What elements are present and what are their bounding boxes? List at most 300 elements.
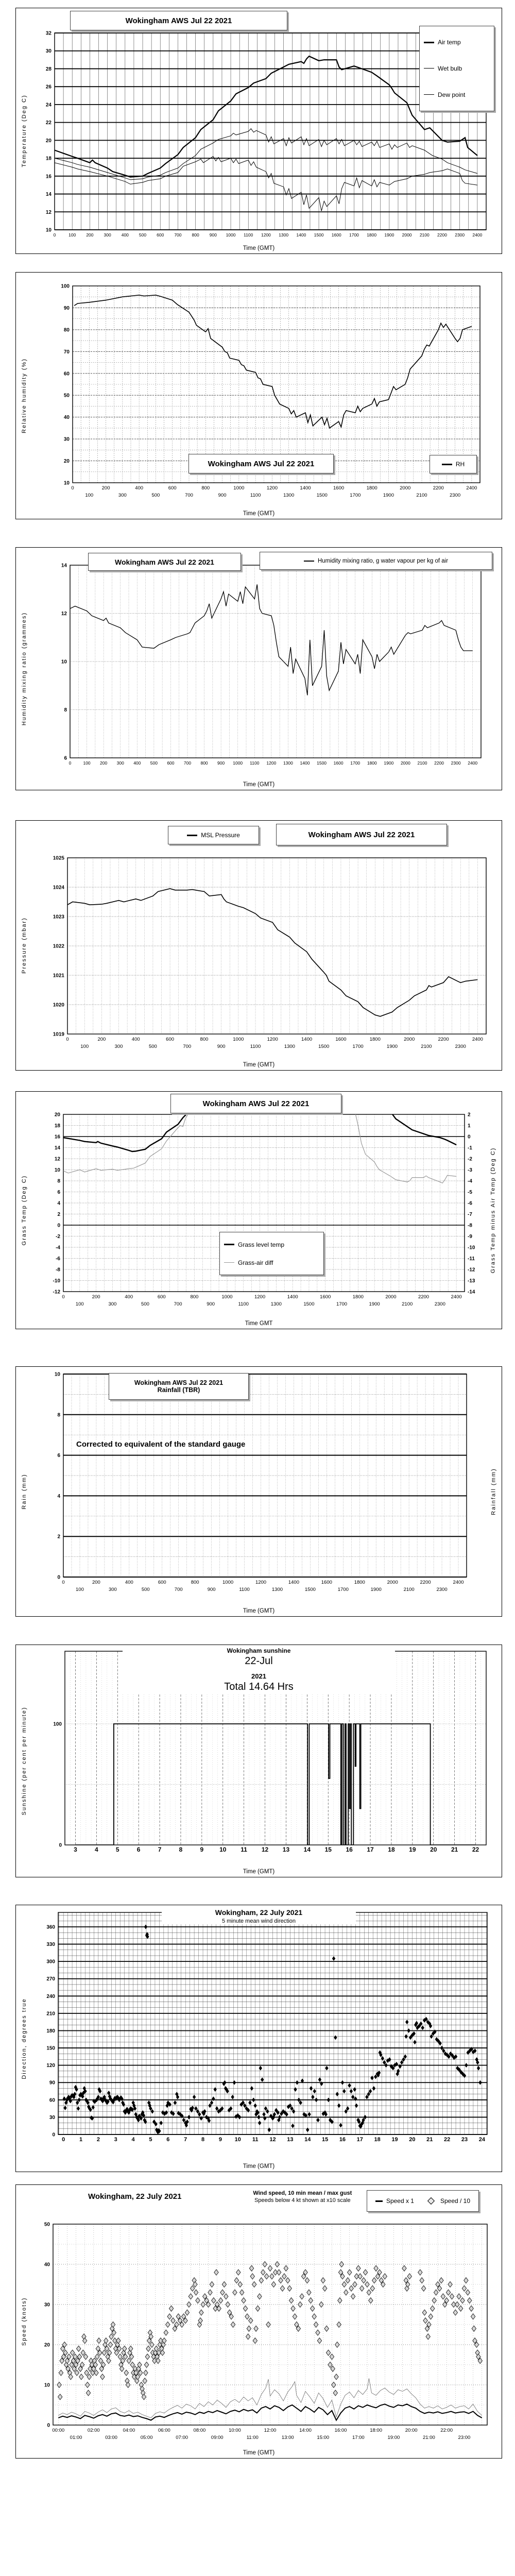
svg-text:50: 50 [63, 393, 70, 399]
svg-text:10: 10 [219, 1846, 227, 1853]
svg-text:12: 12 [61, 611, 67, 617]
chart-date: 22-Jul [245, 1655, 273, 1667]
svg-text:17:00: 17:00 [352, 2435, 365, 2441]
svg-text:2400: 2400 [451, 1294, 462, 1300]
svg-text:7: 7 [184, 2137, 187, 2143]
svg-text:2000: 2000 [400, 485, 411, 491]
wind-speed-chart-panel [15, 2184, 502, 2459]
svg-text:500: 500 [141, 1301, 149, 1307]
svg-text:04:00: 04:00 [123, 2428, 135, 2433]
svg-text:900: 900 [209, 232, 217, 238]
svg-text:1800: 1800 [354, 1580, 365, 1585]
svg-text:18: 18 [374, 2137, 381, 2143]
svg-text:200: 200 [97, 1037, 106, 1042]
svg-text:10: 10 [45, 227, 52, 233]
chart-subtitle-block [220, 2189, 385, 2204]
legend-label: Humidity mixing ratio, g water vapour per kg of air [317, 557, 449, 564]
legend [168, 826, 259, 844]
svg-text:1100: 1100 [250, 493, 261, 498]
svg-text:10: 10 [63, 480, 70, 486]
svg-text:1800: 1800 [367, 232, 377, 238]
svg-text:40: 40 [63, 415, 70, 421]
rainfall-chart-panel [15, 1366, 502, 1617]
svg-text:-1: -1 [468, 1145, 472, 1151]
svg-text:40: 40 [44, 2262, 50, 2268]
temperature-chart-panel [15, 8, 502, 254]
svg-text:100: 100 [53, 1721, 62, 1727]
chart-title-box [188, 454, 334, 473]
svg-text:-2: -2 [56, 1234, 60, 1240]
svg-text:0: 0 [47, 2422, 50, 2429]
svg-text:10: 10 [44, 2382, 50, 2388]
svg-text:1700: 1700 [350, 760, 360, 766]
svg-text:-6: -6 [56, 1256, 60, 1262]
svg-text:2300: 2300 [455, 1044, 466, 1049]
svg-text:2200: 2200 [434, 760, 444, 766]
svg-text:20: 20 [409, 2137, 416, 2143]
x-axis-label: Time (GMT) [243, 1062, 275, 1068]
svg-text:2: 2 [96, 2137, 100, 2143]
svg-text:00:00: 00:00 [52, 2428, 65, 2433]
svg-text:1700: 1700 [350, 493, 361, 498]
chart-title: Wokingham AWS Jul 22 2021 [308, 830, 415, 839]
svg-text:600: 600 [157, 1294, 166, 1300]
svg-text:1025: 1025 [53, 855, 64, 861]
chart-title: Wokingham AWS Jul 22 2021 [202, 1099, 310, 1108]
svg-text:1021: 1021 [53, 973, 64, 979]
svg-text:1300: 1300 [279, 232, 289, 238]
line-key-icon [375, 2200, 383, 2202]
svg-text:240: 240 [46, 1993, 55, 1999]
svg-text:15: 15 [321, 2137, 329, 2143]
line-key-icon [304, 561, 314, 562]
svg-text:10: 10 [234, 2137, 241, 2143]
svg-text:70: 70 [63, 349, 70, 355]
wind-direction-plot [16, 1905, 502, 2172]
legend-item [424, 65, 462, 72]
relative-humidity-chart-panel [15, 272, 502, 519]
svg-text:1200: 1200 [266, 760, 277, 766]
svg-text:22: 22 [45, 120, 52, 126]
wind-speed-plot [16, 2185, 502, 2458]
svg-text:10: 10 [54, 1371, 60, 1378]
svg-text:300: 300 [116, 760, 124, 766]
svg-text:1000: 1000 [233, 485, 245, 491]
svg-text:400: 400 [125, 1580, 133, 1585]
svg-text:100: 100 [68, 232, 76, 238]
legend-label: Grass level temp [238, 1241, 285, 1248]
legend-item [442, 461, 465, 468]
svg-text:400: 400 [135, 485, 144, 491]
svg-text:22:00: 22:00 [440, 2428, 453, 2433]
svg-text:14: 14 [45, 192, 52, 198]
svg-text:12: 12 [269, 2137, 276, 2143]
legend-label: Wet bulb [438, 64, 462, 72]
legend [419, 26, 494, 111]
svg-text:20: 20 [63, 459, 70, 465]
svg-text:100: 100 [85, 493, 94, 498]
svg-text:1600: 1600 [331, 232, 341, 238]
svg-text:-8: -8 [468, 1223, 472, 1229]
y-axis-label: Grass Temp (Deg C) [21, 1175, 27, 1246]
svg-text:13:00: 13:00 [281, 2435, 294, 2441]
svg-text:1800: 1800 [366, 485, 377, 491]
svg-text:1000: 1000 [233, 760, 243, 766]
svg-text:20: 20 [45, 138, 52, 144]
chart-title: Wokingham AWS Jul 22 2021 [115, 557, 214, 566]
svg-text:10: 10 [61, 659, 67, 665]
svg-text:330: 330 [46, 1942, 55, 1948]
svg-text:11:00: 11:00 [246, 2435, 259, 2441]
chart-title-line1: Wokingham AWS Jul 22 2021 [134, 1379, 224, 1386]
svg-text:800: 800 [192, 232, 199, 238]
svg-text:2000: 2000 [402, 232, 412, 238]
legend-label: Speed x 1 [386, 2197, 414, 2205]
line-key-icon [424, 94, 434, 95]
svg-text:120: 120 [46, 2063, 55, 2069]
svg-text:22: 22 [443, 2137, 451, 2143]
svg-text:1400: 1400 [288, 1580, 299, 1585]
svg-text:210: 210 [46, 2011, 55, 2017]
svg-text:90: 90 [49, 2080, 55, 2086]
svg-text:1022: 1022 [53, 943, 64, 950]
y-axis-label: Speed (knots) [21, 2297, 27, 2346]
x-axis-label: Time (GMT) [243, 1869, 275, 1875]
svg-text:1400: 1400 [287, 1294, 298, 1300]
svg-text:28: 28 [45, 66, 52, 72]
svg-text:0: 0 [57, 1223, 60, 1229]
line-key-icon [187, 835, 197, 836]
svg-text:1700: 1700 [336, 1301, 348, 1307]
svg-text:-3: -3 [468, 1167, 472, 1173]
wind-direction-chart-panel [15, 1905, 502, 2172]
svg-text:-8: -8 [56, 1267, 60, 1273]
svg-text:6: 6 [64, 755, 67, 761]
svg-text:1600: 1600 [333, 760, 344, 766]
chart-title-box [276, 824, 447, 845]
svg-text:1900: 1900 [384, 232, 394, 238]
svg-text:500: 500 [139, 232, 147, 238]
svg-text:1400: 1400 [300, 485, 311, 491]
svg-text:2100: 2100 [419, 232, 430, 238]
svg-text:2400: 2400 [472, 232, 483, 238]
secondary-y-axis-label: Rainfall (mm) [490, 1468, 496, 1515]
svg-text:700: 700 [185, 493, 193, 498]
line-key-icon [424, 42, 434, 43]
svg-text:8: 8 [64, 707, 67, 713]
svg-text:-7: -7 [468, 1212, 472, 1217]
chart-subtitle-line1: Wind speed, 10 min mean / max gust [253, 2190, 352, 2196]
svg-text:700: 700 [174, 1301, 182, 1307]
svg-text:8: 8 [179, 1846, 183, 1853]
sunshine-chart-panel [15, 1645, 502, 1877]
svg-text:18: 18 [45, 156, 52, 162]
svg-text:50: 50 [44, 2222, 50, 2228]
svg-text:11: 11 [241, 1846, 247, 1853]
svg-text:1019: 1019 [53, 1031, 64, 1038]
pressure-chart-panel [15, 820, 502, 1071]
relative-humidity-plot [16, 273, 502, 519]
svg-text:1900: 1900 [369, 1301, 380, 1307]
svg-text:2000: 2000 [400, 760, 410, 766]
svg-text:8: 8 [201, 2137, 205, 2143]
svg-text:700: 700 [183, 760, 192, 766]
x-axis-label: Time (GMT) [243, 2450, 275, 2456]
svg-text:30: 30 [45, 48, 52, 55]
svg-text:23: 23 [461, 2137, 468, 2143]
legend-label: Speed / 10 [440, 2197, 471, 2205]
svg-text:2: 2 [468, 1112, 471, 1118]
svg-text:900: 900 [217, 760, 225, 766]
svg-text:2100: 2100 [417, 760, 427, 766]
svg-text:300: 300 [108, 1301, 117, 1307]
svg-text:13: 13 [287, 2137, 294, 2143]
svg-text:1200: 1200 [266, 485, 278, 491]
grass-temp-chart-panel [15, 1091, 502, 1329]
svg-text:2000: 2000 [387, 1580, 398, 1585]
svg-text:2400: 2400 [466, 485, 477, 491]
svg-text:0: 0 [66, 1037, 69, 1042]
svg-text:80: 80 [63, 327, 70, 333]
svg-text:1900: 1900 [370, 1587, 382, 1592]
svg-text:800: 800 [201, 485, 210, 491]
svg-text:200: 200 [100, 760, 108, 766]
svg-text:2200: 2200 [437, 232, 447, 238]
svg-text:2000: 2000 [404, 1037, 415, 1042]
svg-text:03:00: 03:00 [105, 2435, 117, 2441]
rainfall-plot [16, 1367, 502, 1616]
svg-text:8: 8 [57, 1178, 60, 1184]
svg-text:32: 32 [45, 30, 52, 37]
svg-text:3: 3 [114, 2137, 117, 2143]
svg-text:16: 16 [346, 1846, 353, 1853]
svg-text:1024: 1024 [53, 885, 64, 891]
svg-text:1100: 1100 [250, 1044, 261, 1049]
svg-text:900: 900 [218, 493, 227, 498]
svg-text:12: 12 [54, 1156, 60, 1162]
svg-text:9: 9 [218, 2137, 222, 2143]
svg-text:7: 7 [158, 1846, 162, 1853]
svg-text:300: 300 [46, 1959, 55, 1965]
svg-text:800: 800 [191, 1580, 199, 1585]
svg-text:500: 500 [151, 493, 160, 498]
svg-text:21:00: 21:00 [423, 2435, 435, 2441]
svg-text:2: 2 [57, 1212, 60, 1217]
svg-text:20:00: 20:00 [405, 2428, 418, 2433]
svg-text:200: 200 [92, 1580, 100, 1585]
legend [219, 1232, 324, 1275]
svg-text:12: 12 [45, 209, 52, 215]
y-axis-label: Relative humidity (%) [21, 358, 27, 433]
svg-text:2300: 2300 [436, 1587, 448, 1592]
svg-text:-4: -4 [468, 1178, 472, 1184]
svg-text:200: 200 [86, 232, 94, 238]
svg-text:2100: 2100 [421, 1044, 432, 1049]
line-key-icon [424, 68, 434, 69]
svg-text:17: 17 [367, 1846, 374, 1853]
svg-text:1300: 1300 [283, 493, 295, 498]
svg-text:0: 0 [468, 1134, 471, 1140]
svg-text:2100: 2100 [402, 1301, 413, 1307]
svg-text:1100: 1100 [239, 1587, 250, 1592]
svg-text:1400: 1400 [296, 232, 306, 238]
svg-text:6: 6 [166, 2137, 170, 2143]
svg-text:14: 14 [304, 2137, 311, 2143]
svg-text:700: 700 [174, 232, 182, 238]
svg-text:90: 90 [63, 305, 70, 311]
legend-label: Grass-air diff [238, 1259, 273, 1266]
svg-text:30: 30 [63, 436, 70, 443]
svg-text:20: 20 [430, 1846, 437, 1853]
svg-text:500: 500 [141, 1587, 150, 1592]
svg-text:-2: -2 [468, 1156, 472, 1162]
svg-text:1023: 1023 [53, 914, 64, 920]
svg-text:0: 0 [68, 760, 72, 766]
svg-text:600: 600 [168, 485, 177, 491]
svg-text:23:00: 23:00 [458, 2435, 471, 2441]
svg-text:19: 19 [409, 1846, 416, 1853]
line-key-icon [224, 1244, 234, 1245]
svg-text:1300: 1300 [271, 1587, 283, 1592]
svg-text:400: 400 [125, 1294, 133, 1300]
svg-text:2200: 2200 [420, 1580, 431, 1585]
svg-text:18: 18 [54, 1123, 60, 1129]
chart-title: Wokingham AWS Jul 22 2021 [125, 16, 232, 25]
svg-text:14:00: 14:00 [299, 2428, 312, 2433]
svg-text:270: 270 [46, 1976, 55, 1982]
svg-text:150: 150 [46, 2045, 55, 2052]
svg-text:800: 800 [200, 760, 208, 766]
svg-text:1100: 1100 [238, 1301, 249, 1307]
svg-text:1000: 1000 [233, 1037, 244, 1042]
svg-text:600: 600 [158, 1580, 166, 1585]
svg-text:1400: 1400 [300, 760, 310, 766]
svg-text:20: 20 [54, 1112, 60, 1118]
line-key-icon [442, 464, 452, 465]
svg-text:07:00: 07:00 [176, 2435, 188, 2441]
svg-text:2400: 2400 [468, 760, 478, 766]
svg-text:2100: 2100 [403, 1587, 415, 1592]
line-key-icon [224, 1262, 234, 1263]
pressure-plot [16, 821, 502, 1070]
svg-text:14: 14 [61, 563, 67, 569]
svg-text:3: 3 [74, 1846, 77, 1853]
svg-text:12:00: 12:00 [264, 2428, 277, 2433]
svg-text:2100: 2100 [416, 493, 427, 498]
legend-item [375, 2197, 414, 2205]
svg-text:1500: 1500 [314, 232, 324, 238]
svg-text:16: 16 [45, 174, 52, 180]
chart-title-line2: Rainfall (TBR) [157, 1386, 200, 1394]
svg-text:8: 8 [57, 1412, 60, 1418]
svg-text:1900: 1900 [384, 760, 394, 766]
x-axis-label: Time (GMT) [243, 1608, 275, 1614]
mixing-ratio-chart-panel [15, 547, 502, 790]
svg-text:1200: 1200 [255, 1580, 267, 1585]
svg-text:6: 6 [136, 1846, 141, 1853]
svg-text:19: 19 [391, 2137, 398, 2143]
svg-text:4: 4 [57, 1200, 60, 1207]
svg-text:13: 13 [282, 1846, 290, 1853]
secondary-y-axis-label: Grass Temp minus Air Temp (Deg C) [490, 1147, 496, 1274]
svg-text:18: 18 [388, 1846, 395, 1853]
svg-text:0: 0 [71, 485, 74, 491]
svg-text:-5: -5 [468, 1190, 472, 1195]
legend-item [187, 832, 240, 839]
svg-text:05:00: 05:00 [140, 2435, 153, 2441]
svg-text:5: 5 [149, 2137, 152, 2143]
svg-text:5: 5 [115, 1846, 119, 1853]
y-axis-label: Sunshine (per cent per minute) [21, 1706, 27, 1816]
svg-text:22: 22 [472, 1846, 479, 1853]
svg-text:09:00: 09:00 [211, 2435, 224, 2441]
svg-text:2400: 2400 [472, 1037, 483, 1042]
svg-text:2300: 2300 [434, 1301, 445, 1307]
svg-text:-4: -4 [56, 1245, 60, 1251]
svg-text:1700: 1700 [349, 232, 359, 238]
svg-text:300: 300 [118, 493, 127, 498]
svg-text:1300: 1300 [284, 1044, 295, 1049]
svg-text:1: 1 [468, 1123, 471, 1129]
svg-text:17: 17 [356, 2137, 363, 2143]
svg-text:100: 100 [83, 760, 91, 766]
svg-text:2300: 2300 [450, 493, 461, 498]
chart-title-box [109, 1373, 249, 1400]
svg-text:1800: 1800 [367, 760, 377, 766]
svg-text:1700: 1700 [337, 1587, 349, 1592]
svg-text:4: 4 [95, 1846, 98, 1853]
chart-subtitle: 5 minute mean wind direction [221, 1918, 296, 1924]
svg-text:2000: 2000 [385, 1294, 397, 1300]
legend-item [424, 91, 465, 98]
svg-text:2: 2 [57, 1534, 60, 1540]
mixing-ratio-plot [16, 548, 502, 790]
svg-text:-10: -10 [468, 1245, 475, 1251]
svg-text:06:00: 06:00 [158, 2428, 170, 2433]
svg-text:400: 400 [133, 760, 141, 766]
svg-text:24: 24 [45, 102, 52, 108]
svg-text:1200: 1200 [261, 232, 271, 238]
legend-label: Air temp [438, 39, 461, 46]
legend [430, 455, 477, 473]
svg-text:-11: -11 [468, 1256, 475, 1262]
legend-item [304, 558, 448, 564]
svg-text:360: 360 [46, 1924, 55, 1930]
chart-title: Wokingham, 22 July 2021 [215, 1908, 303, 1917]
svg-text:300: 300 [114, 1044, 123, 1049]
svg-text:900: 900 [207, 1301, 215, 1307]
svg-text:01:00: 01:00 [70, 2435, 82, 2441]
svg-text:6: 6 [57, 1453, 60, 1459]
chart-title: Wokingham, 22 July 2021 [88, 2192, 182, 2201]
legend-item [424, 39, 461, 46]
svg-text:0: 0 [53, 232, 56, 238]
chart-title-block [123, 1647, 394, 1693]
svg-text:-12: -12 [53, 1289, 60, 1295]
svg-text:1000: 1000 [221, 1294, 233, 1300]
svg-text:180: 180 [46, 2028, 55, 2034]
svg-text:1200: 1200 [254, 1294, 266, 1300]
diamond-key-icon [427, 2197, 435, 2205]
svg-text:0: 0 [59, 1842, 62, 1849]
svg-text:400: 400 [121, 232, 129, 238]
svg-text:1500: 1500 [317, 760, 327, 766]
chart-year: 2021 [251, 1672, 266, 1680]
chart-subtitle-line2: Speeds below 4 kt shown at x10 scale [254, 2197, 351, 2204]
svg-text:-10: -10 [53, 1278, 60, 1284]
svg-text:-9: -9 [468, 1234, 472, 1240]
svg-text:0: 0 [62, 1580, 65, 1585]
